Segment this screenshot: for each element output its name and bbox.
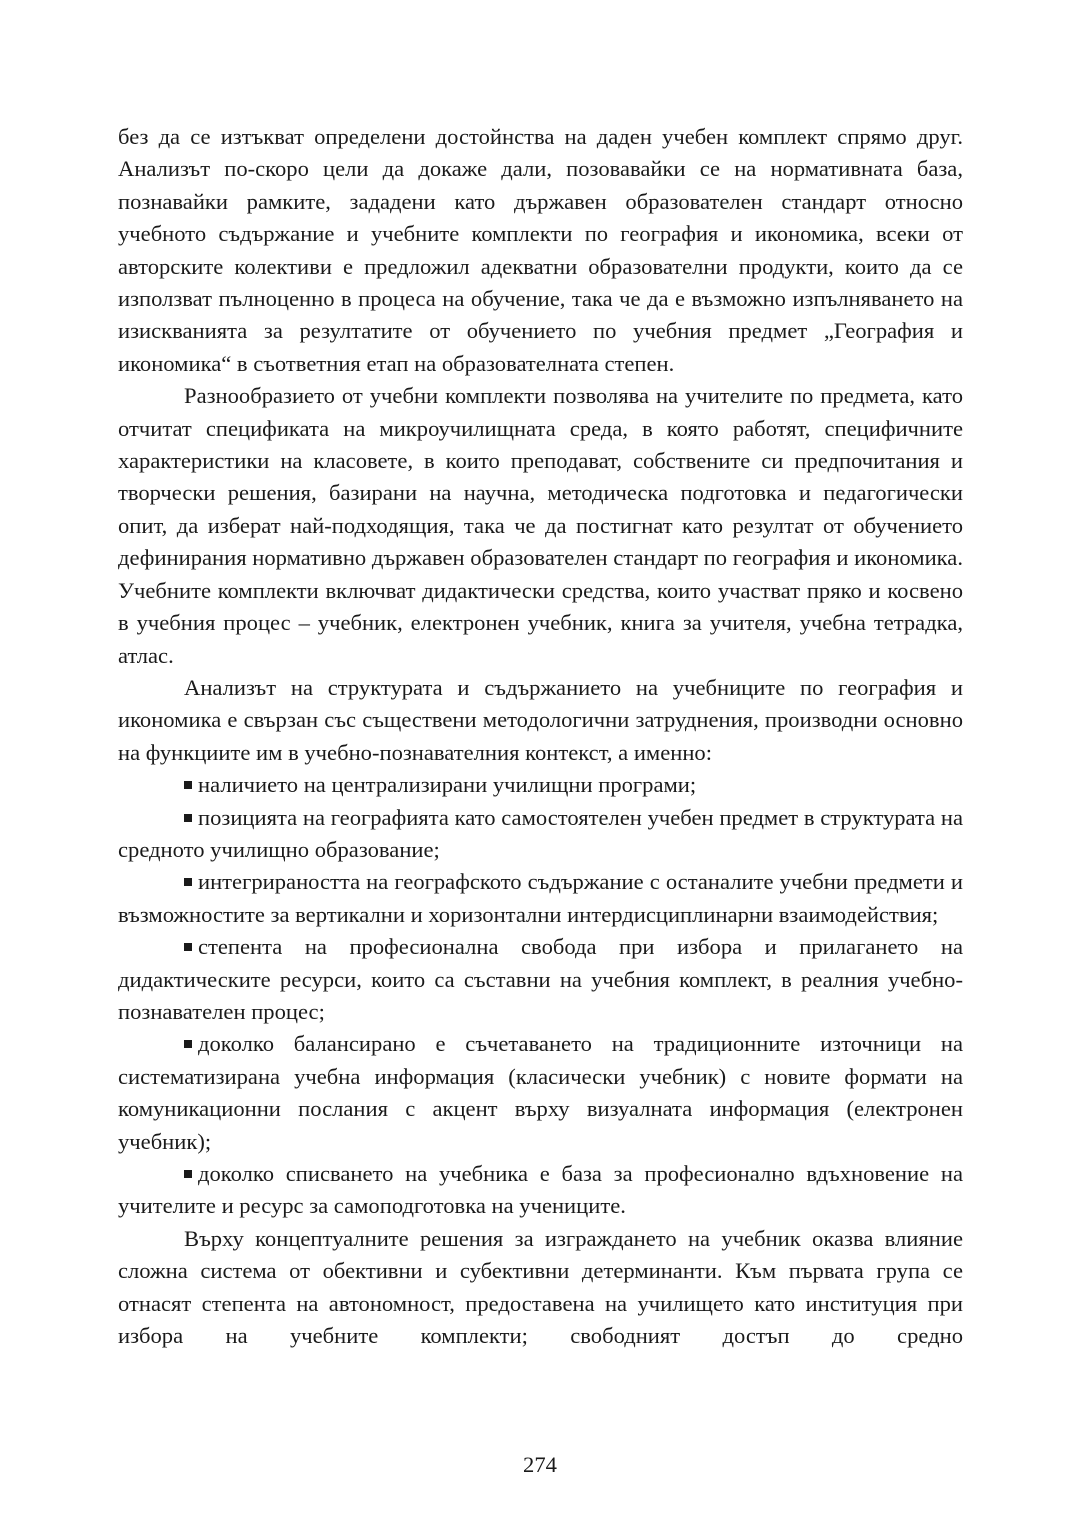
square-bullet-icon xyxy=(184,1170,192,1178)
paragraph-2: Разнообразието от учебни комплекти позволява на учителите по предмета, като отчитат спецификата на микроучилищната среда, в която работят, специфичните характеристики на класовете, в които преподават, собствените си предпочитания и творчески решения, базирани на научна, методическа подготовка и педагогически опит, да изберат най-подходящия, така че да постигнат като резултат от обучението дефинирания нормативно държавен образователен стандарт по география и икономика. Учебните комплекти включват дидактически средства, които участват пряко и косвено в учебния процес – учебник, електронен учебник, книга за учителя, учебна тетрадка, атлас. xyxy=(118,383,963,668)
bullet-text: доколко списването на учебника е база за професионално вдъхновение на учителите и ресурс за самоподготовка на учениците. xyxy=(118,1161,963,1219)
square-bullet-icon xyxy=(184,943,192,951)
bullet-item-3 xyxy=(118,866,963,931)
bullet-item-1 xyxy=(118,769,963,801)
bullet-text: степента на професионална свобода при избора и прилагането на дидактическите ресурси, които са съставни на учебния комплект, в реалния учебно-познавателен процес; xyxy=(118,934,963,1024)
bullet-text: интегрираността на географското съдържание с останалите учебни предмети и възможностите за вертикални и хоризонтални интердисциплинарни взаимодействия; xyxy=(118,869,963,927)
paragraph-4: Върху концептуалните решения за изграждането на учебник оказва влияние сложна система от обективни и субективни детерминанти. Към първата група се отнасят степента на автономност, предоставена на училището като институция при избора на учебните комплекти; свободният достъп до средно xyxy=(118,1225,963,1349)
bullet-text: доколко балансирано е съчетаването на традиционните източници на систематизирана учебна информация (класически учебник) с новите формати на комуникационни послания с акцент върху визуалната информация (електронен учебник); xyxy=(118,1031,963,1154)
bullet-item-6 xyxy=(118,1158,963,1223)
page-body xyxy=(118,121,963,1352)
paragraph-1: без да се изтъкват определени достойнства на даден учебен комплект спрямо друг. Анализът по-скоро цели да докаже дали, позовавайки се на нормативната база, познавайки рамките, зададени като държавен образователен стандарт относно учебното съдържание и учебните комплекти по география и икономика, всеки от авторските колективи е предложил адекватни образователни продукти, които да се използват пълноценно в процеса на обучение, така че да е възможно изпълняването на изискванията за резултатите от обучението по учебния предмет „География и икономика“ в съответния етап на образователната степен. xyxy=(118,124,963,376)
paragraph-3: Анализът на структурата и съдържанието на учебниците по география и икономика е свързан със съществени методологични затруднения, производни основно на функциите им в учебно-познавателния контекст, а именно: xyxy=(118,674,963,765)
bullet-item-5 xyxy=(118,1028,963,1158)
square-bullet-icon xyxy=(184,1040,192,1048)
bullet-text: наличието на централизирани училищни програми; xyxy=(198,772,697,798)
square-bullet-icon xyxy=(184,878,192,886)
square-bullet-icon xyxy=(184,781,192,789)
bullet-item-4 xyxy=(118,931,963,1028)
page-number: 274 xyxy=(523,1452,557,1477)
square-bullet-icon xyxy=(184,814,192,822)
bullet-item-2 xyxy=(118,802,963,867)
bullet-text: позицията на географията като самостоятелен учебен предмет в структурата на средното училищно образование; xyxy=(118,804,963,862)
